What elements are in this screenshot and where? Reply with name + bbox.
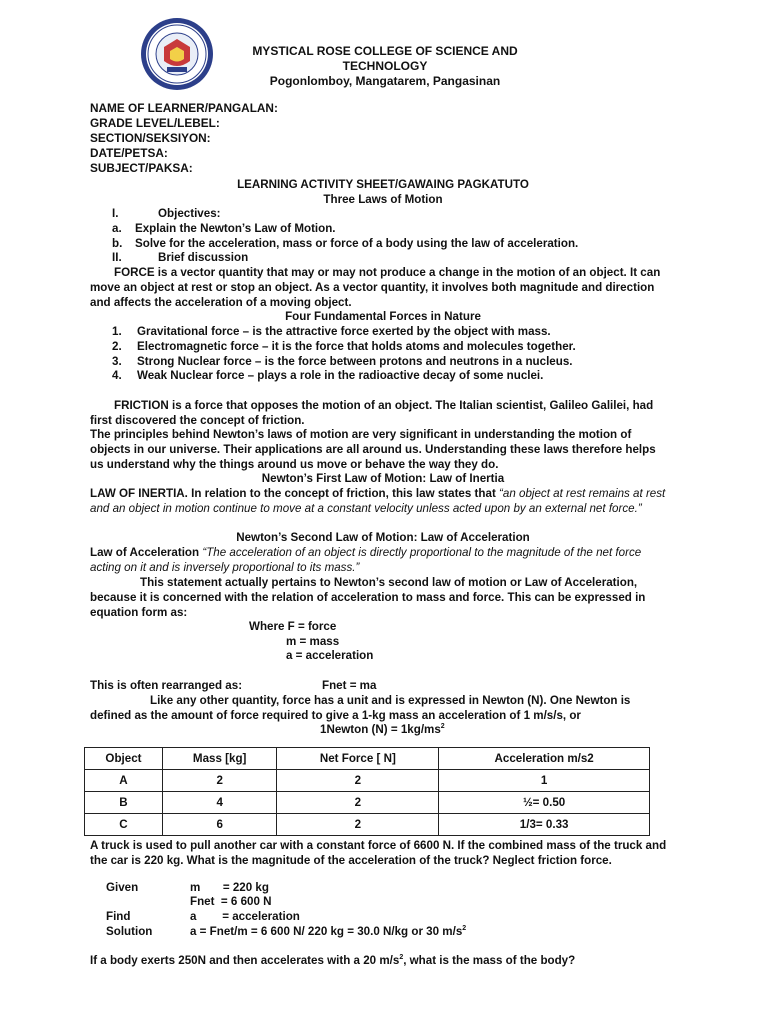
- where-acceleration: a = acceleration: [286, 649, 374, 662]
- table-cell: 1/3= 0.33: [439, 814, 650, 836]
- field-date: DATE/PETSA:: [90, 146, 168, 160]
- table-cell: 6: [162, 814, 277, 836]
- topic-title: Three Laws of Motion: [323, 193, 443, 206]
- acceleration-quote: “The acceleration of an object is directly proportional to the magnitude of the net force acting on it and is inversely proportional to its mass.”: [90, 546, 642, 574]
- table-row: [85, 770, 650, 792]
- first-law-heading: Newton’s First Law of Motion: Law of Inertia: [261, 472, 505, 485]
- table-cell: 2: [277, 770, 439, 792]
- force-text: is a vector quantity that may or may not produce a change in the motion of an object. It can move an object at rest or stop an object. As a vector quantity, it involves both magnitude and direction and affects the acceleration of a moving object.: [90, 266, 661, 309]
- force-3: Strong Nuclear force – is the force between protons and neutrons in a nucleus.: [137, 355, 573, 368]
- table-cell: A: [85, 770, 163, 792]
- friction-text: is a force that opposes the motion of an object. The Italian scientist, Galileo Galilei, had first discovered the concept of friction.: [90, 399, 654, 427]
- solution-line: [190, 924, 466, 939]
- find-line: a = acceleration: [190, 910, 300, 923]
- objective-b-marker: b.: [112, 237, 123, 250]
- final-question-sup: 2: [399, 954, 404, 962]
- field-grade: GRADE LEVEL/LEBEL:: [90, 116, 220, 130]
- inertia-paragraph: [90, 486, 668, 516]
- final-question: [90, 953, 575, 968]
- objective-a: Explain the Newton’s Law of Motion.: [135, 222, 336, 235]
- table-cell: ½= 0.50: [439, 792, 650, 814]
- table-cell: B: [85, 792, 163, 814]
- inertia-lead: LAW OF INERTIA. In relation to the concept of friction, this law states that: [90, 487, 500, 500]
- field-subject: SUBJECT/PAKSA:: [90, 161, 193, 175]
- force-1-marker: 1.: [112, 325, 122, 338]
- force-2-marker: 2.: [112, 340, 122, 353]
- force-3-marker: 3.: [112, 355, 122, 368]
- school-header: [220, 44, 550, 89]
- where-mass: m = mass: [286, 635, 340, 648]
- field-section: SECTION/SEKSIYON:: [90, 131, 211, 145]
- friction-term: FRICTION: [114, 399, 169, 412]
- solution-line-text: a = Fnet/m = 6 600 N/ 220 kg = 30.0 N/kg or 30 m/s: [190, 925, 463, 938]
- rearranged-label: This is often rearranged as:: [90, 679, 243, 692]
- field-name: NAME OF LEARNER/PANGALAN:: [90, 101, 278, 115]
- acceleration-paragraph: [90, 545, 668, 575]
- where-force: Where F = force: [249, 620, 337, 633]
- find-label: Find: [106, 910, 131, 923]
- given-fnet: Fnet = 6 600 N: [190, 895, 272, 908]
- data-table: [84, 747, 650, 836]
- table-cell: 2: [277, 814, 439, 836]
- table-header: Acceleration m/s2: [439, 748, 650, 770]
- given-label: Given: [106, 881, 139, 894]
- table-row: [85, 814, 650, 836]
- sheet-title: LEARNING ACTIVITY SHEET/GAWAING PAGKATUTO: [237, 178, 529, 191]
- solution-line-sup: 2: [462, 925, 467, 933]
- table-row: [85, 792, 650, 814]
- final-question-pre: If a body exerts 250N and then accelerates with a 20 m/s: [90, 954, 400, 967]
- objective-b: Solve for the acceleration, mass or force of a body using the law of acceleration.: [135, 237, 579, 250]
- statement-paragraph: This statement actually pertains to Newton’s second law of motion or Law of Acceleration, because it is concerned with the relation of acceleration to mass and force. This can be expressed in equation form as:: [90, 576, 646, 619]
- table-cell: C: [85, 814, 163, 836]
- objectives-heading: Objectives:: [158, 207, 221, 220]
- newton-paragraph: Like any other quantity, force has a unit and is expressed in Newton (N). One Newton is defined as the amount of force required to give a 1-kg mass an acceleration of 1 m/s/s, or: [90, 694, 631, 722]
- forces-heading: Four Fundamental Forces in Nature: [285, 310, 481, 323]
- given-mass: m = 220 kg: [190, 881, 269, 894]
- force-term: FORCE: [114, 266, 155, 279]
- school-seal-logo: [140, 17, 214, 91]
- problem-text: A truck is used to pull another car with a constant force of 6600 N. If the combined mass of the truck and the car is 220 kg. What is the magnitude of the acceleration of the truck? Neglect friction force.: [90, 839, 667, 867]
- force-4: Weak Nuclear force – plays a role in the radioactive decay of some nuclei.: [137, 369, 544, 382]
- table-header: Object: [85, 748, 163, 770]
- table-header: Net Force [ N]: [277, 748, 439, 770]
- principles-paragraph: The principles behind Newton’s laws of motion are very significant in understanding the motion of objects in our universe. Their applications are all around us. Understanding these laws therefore helps us understand why the things around us move or behave the way they do.: [90, 428, 656, 471]
- objective-a-marker: a.: [112, 222, 122, 235]
- solution-label: Solution: [106, 925, 153, 938]
- force-1: Gravitational force – is the attractive force exerted by the object with mass.: [137, 325, 551, 338]
- table-header: Mass [kg]: [162, 748, 277, 770]
- table-cell: 2: [162, 770, 277, 792]
- newton-definition: [320, 722, 445, 737]
- inertia-quote: “an object at rest remains at rest and an object in motion continue to move at a constant velocity unless acted upon by an external net force.”: [90, 487, 666, 515]
- friction-paragraph: [90, 398, 668, 428]
- final-question-post: , what is the mass of the body?: [403, 954, 576, 967]
- force-2: Electromagnetic force – it is the force that holds atoms and molecules together.: [137, 340, 576, 353]
- force-paragraph: [90, 265, 668, 310]
- discussion-heading: Brief discussion: [158, 251, 249, 264]
- table-cell: 2: [277, 792, 439, 814]
- force-4-marker: 4.: [112, 369, 122, 382]
- school-name: MYSTICAL ROSE COLLEGE OF SCIENCE AND TECHNOLOGY: [252, 44, 518, 73]
- table-cell: 4: [162, 792, 277, 814]
- school-address: Pogonlomboy, Mangatarem, Pangasinan: [269, 74, 501, 88]
- learner-info-fields: [90, 101, 278, 176]
- table-header-row: [85, 748, 650, 770]
- newton-definition-text: 1Newton (N) = 1kg/ms: [320, 723, 441, 736]
- second-law-heading: Newton’s Second Law of Motion: Law of Acceleration: [236, 531, 530, 544]
- objectives-number: I.: [112, 207, 119, 220]
- newton-definition-sup: 2: [440, 723, 445, 731]
- table-cell: 1: [439, 770, 650, 792]
- discussion-number: II.: [112, 251, 122, 264]
- rearranged-formula: Fnet = ma: [322, 679, 377, 692]
- acceleration-lead: Law of Acceleration: [90, 546, 203, 559]
